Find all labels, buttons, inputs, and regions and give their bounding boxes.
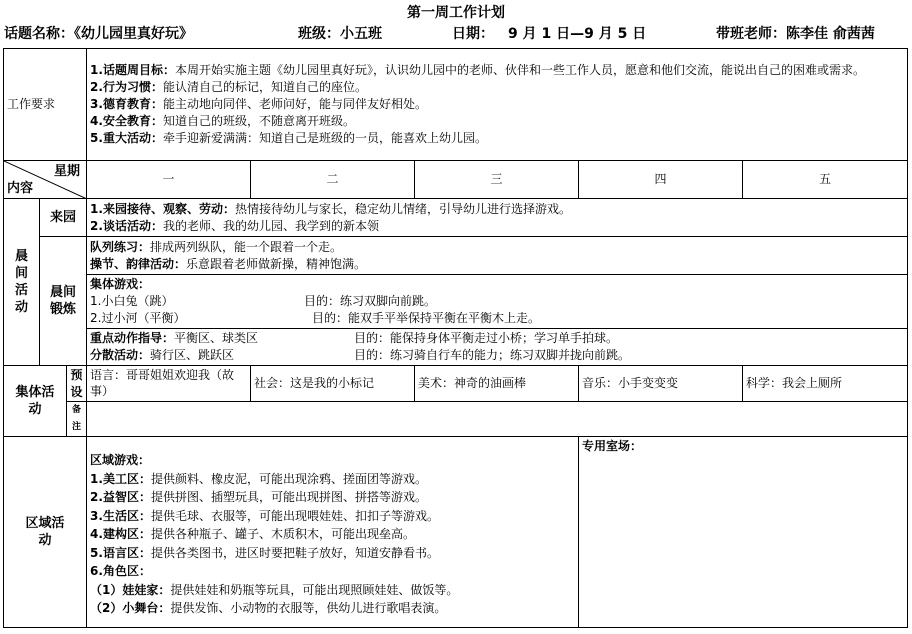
teacher-value: 陈李佳 俞茜茜: [786, 26, 875, 42]
area-activity-label: 区域活动: [4, 437, 87, 628]
morning-exercise-label: 晨间锻炼: [40, 237, 87, 366]
class-value: 小五班: [340, 26, 382, 42]
work-requirements-content: [87, 49, 908, 161]
teacher-label: 带班老师：: [716, 26, 786, 42]
area-games-title: 区域游戏：: [90, 453, 151, 467]
special-room-label: 专用室场：: [582, 439, 643, 453]
preset-label: 预设: [67, 366, 87, 402]
group-games: [87, 275, 908, 329]
special-room-cell: [579, 437, 908, 628]
scattered-row: 分散活动：骑行区、跳跃区 目的：练习骑自行车的能力；练习双脚并拢向前跳。: [90, 348, 631, 362]
morning-activity-label: 晨间活动: [4, 199, 40, 366]
collective-activity-thu: 音乐：小手变变变: [579, 366, 743, 402]
area-item: 4.建构区：提供各种瓶子、罐子、木质积木，可能出现垒高。: [90, 527, 415, 541]
exercise-lines: [87, 237, 908, 275]
teacher-header: [716, 24, 875, 44]
collective-activity-tue: 社会：这是我的小标记: [251, 366, 415, 402]
area-games-content: [87, 437, 579, 628]
requirement-item: 1.话题周目标：本周开始实施主题《幼儿园里真好玩》，认识幼儿园中的老师、伙伴和一些工作人员，愿意和他们交流，能说出自己的困难或需求。: [90, 63, 865, 77]
content-label: 内容: [7, 181, 34, 196]
class-header: [298, 24, 382, 44]
key-guidance-row: 重点动作指导：平衡区、球类区 目的：能保持身体平衡走过小桥；学习单手拍球。: [90, 331, 619, 345]
weekday-label: 星期: [54, 164, 81, 179]
collective-activity-label: 集体活动: [4, 366, 67, 437]
topic-label: 话题名称：: [4, 26, 74, 42]
day-header-wed: 三: [415, 161, 579, 199]
exercise-line: 操节、韵律活动：乐意跟着老师做新操，精神饱满。: [90, 256, 367, 271]
weekday-content-diagonal-cell: [4, 161, 87, 199]
requirement-item: 2.行为习惯：能认清自己的标记，知道自己的座位。: [90, 80, 367, 94]
collective-activity-fri: 科学：我会上厕所: [743, 366, 908, 402]
arrival-content: [87, 199, 908, 237]
day-header-thu: 四: [579, 161, 743, 199]
note-label: 备注: [67, 402, 87, 437]
class-label: 班级：: [298, 26, 340, 42]
area-item: 1.美工区：提供颜料、橡皮泥，可能出现涂鸦、搓面团等游戏。: [90, 471, 427, 486]
requirement-item: 3.德育教育：能主动地向同伴、老师问好，能与同伴友好相处。: [90, 97, 427, 111]
group-games-title: 集体游戏：: [90, 277, 151, 291]
day-header-mon: 一: [87, 161, 251, 199]
date-header: [452, 24, 646, 44]
topic-value: 《幼儿园里真好玩》: [74, 26, 193, 42]
work-requirements-label: 工作要求: [4, 49, 87, 161]
area-item: 5.语言区：提供各类图书，进区时要把鞋子放好，知道安静看书。: [90, 545, 439, 560]
arrival-label: 来园: [40, 199, 87, 237]
exercise-line: 队列练习：排成两列纵队，能一个跟着一个走。: [90, 239, 343, 254]
page-title: 第一周工作计划: [407, 5, 505, 21]
collective-activity-wed: 美术：神奇的油画棒: [415, 366, 579, 402]
area-item: 3.生活区：提供毛球、衣服等，可能出现喂娃娃、扣扣子等游戏。: [90, 508, 439, 523]
topic-header: [4, 24, 193, 44]
game-row: 2.过小河（平衡） 目的：能双手平举保持平衡在平衡木上走。: [90, 311, 541, 325]
game-row: 1.小白兔（跳） 目的：练习双脚向前跳。: [90, 294, 437, 308]
role-item: （2）小舞台：提供发饰、小动物的衣服等，供幼儿进行歌唱表演。: [90, 601, 447, 615]
day-header-fri: 五: [743, 161, 908, 199]
requirement-item: 4.安全教育：知道自己的班级，不随意离开班级。: [90, 114, 355, 128]
role-item: （1）娃娃家：提供娃娃和奶瓶等玩具，可能出现照顾娃娃、做饭等。: [90, 582, 459, 597]
collective-activity-mon: 语言：哥哥姐姐欢迎我（故事）: [87, 366, 251, 402]
date-label: 日期：: [452, 26, 494, 42]
day-header-tue: 二: [251, 161, 415, 199]
weekly-plan-table: [3, 48, 908, 628]
role-area-title: 6.角色区：: [90, 564, 151, 578]
arrival-item: 2.谈话活动：我的老师、我的幼儿园、我学到的新本领: [90, 218, 379, 233]
arrival-item: 1.来园接待、观察、劳动：热情接待幼儿与家长，稳定幼儿情绪，引导幼儿进行选择游戏。: [90, 201, 571, 216]
note-content: [87, 402, 908, 437]
guidance-and-scattered: [87, 329, 908, 366]
requirement-item: 5.重大活动：牵手迎新爱满满：知道自己是班级的一员，能喜欢上幼儿园。: [90, 131, 487, 145]
date-value: 9 月 1 日—9 月 5 日: [508, 26, 647, 42]
area-item: 2.益智区：提供拼图、插塑玩具，可能出现拼图、拼搭等游戏。: [90, 490, 427, 504]
